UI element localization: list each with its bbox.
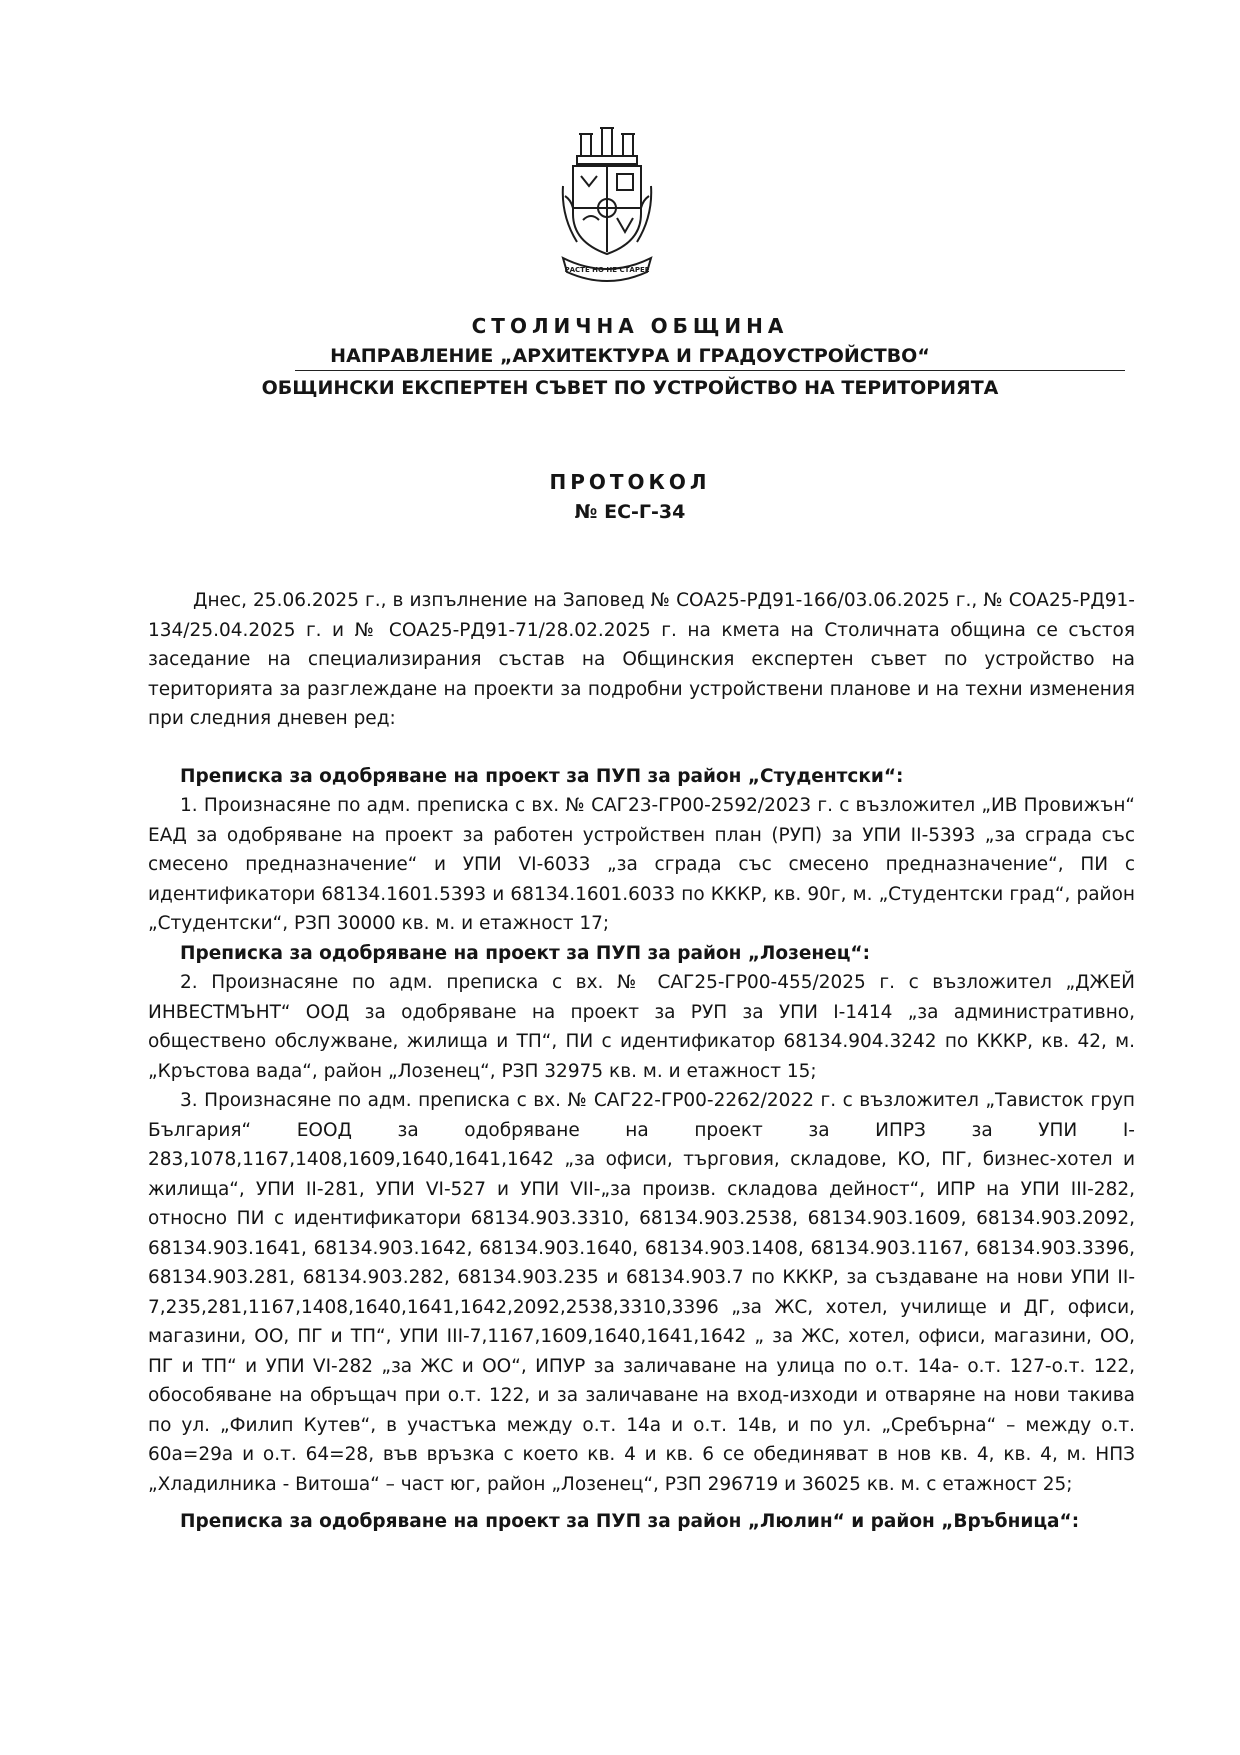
protocol-body: [148, 586, 1135, 1537]
municipality-name: СТОЛИЧНА ОБЩИНА: [471, 314, 789, 338]
protocol-number: № ЕС-Г-34: [574, 501, 686, 523]
agenda-item-3: 3. Произнасяне по адм. преписка с вх. № САГ22-ГР00-2262/2022 г. с възложител „Тависток груп България“ ЕООД за одобряване на проект за ИПРЗ за УПИ I-283,1078,1167,1408,1609,1640,1641,1642 „за офиси, търговия, складове, КО, ПГ, бизнес-хотел и жилища“, УПИ II-281, УПИ VI-527 и УПИ VII-„за произв. складова дейност“, ИПР на УПИ III-282, относно ПИ с идентификатори 68134.903.3310, 68134.903.2538, 68134.903.1609, 68134.903.2092, 68134.903.1641, 68134.903.1642, 68134.903.1640, 68134.903.1408, 68134.903.1167, 68134.903.3396, 68134.903.281, 68134.903.282, 68134.903.235 и 68134.903.7 по КККР, за създаване на нови УПИ II-7,235,281,1167,1408,1640,1641,1642,2092,2538,3310,3396 „за ЖС, хотел, училище и ДГ, офиси, магазини, ОО, ПГ и ТП“, УПИ III-7,1167,1609,1640,1641,1642 „ за ЖС, хотел, офиси, магазини, ОО, ПГ и ТП“ и УПИ VI-282 „за ЖС и ОО“, ИПУР за заличаване на улица по о.т. 14а- о.т. 127-о.т. 122, обособяване на обръщач при о.т. 122, и за заличаване на вход-изходи и отваряне на нови такива по ул. „Филип Кутев“, в участъка между о.т. 14а и о.т. 14в, и по ул. „Сребърна“ – между о.т. 60а=29а и о.т. 64=28, във връзка с което кв. 4 и кв. 6 се обединяват в нов кв. 4, кв. 4, м. НПЗ „Хладилника - Витоша“ – част юг, район „Лозенец“, РЗП 296719 и 36025 кв. м. с етажност 25;: [148, 1090, 1135, 1495]
header-divider: [295, 370, 1125, 371]
intro-paragraph: Днес, 25.06.2025 г., в изпълнение на Заповед № СОА25-РД91-166/03.06.2025 г., № СОА25-РД91-134/25.04.2025 г. и № СОА25-РД91-71/28.02.2025 г. на кмета на Столичната община се състоя заседание на специализирания състав на Общинския експертен съвет по устройство на територията за разглеждане на проекти за подробни устройствени планове и на техни изменения при следния дневен ред:: [148, 590, 1135, 729]
svg-text:РАСТЕ НО НЕ СТАРЕЕ: РАСТЕ НО НЕ СТАРЕЕ: [564, 266, 650, 274]
directorate-name: НАПРАВЛЕНИЕ „АРХИТЕКТУРА И ГРАДОУСТРОЙСТВО“: [330, 345, 930, 367]
section-heading-studentski: Преписка за одобряване на проект за ПУП за район „Студентски“:: [180, 765, 904, 787]
section-heading-lyulin-vrabnitsa: Преписка за одобряване на проект за ПУП за район „Люлин“ и район „Връбница“:: [180, 1511, 1080, 1532]
section-heading-lozenets: Преписка за одобряване на проект за ПУП за район „Лозенец“:: [180, 942, 870, 964]
coat-of-arms-icon: [559, 126, 655, 286]
agenda-item-2: 2. Произнасяне по адм. преписка с вх. № САГ25-ГР00-455/2025 г. с възложител „ДЖЕЙ ИНВЕСТМЪНТ“ ООД за одобряване на проект за РУП за УПИ I-1414 „за административно, обществено обслужване, жилища и ТП“, ПИ с идентификатор 68134.904.3242 по КККР, кв. 42, м. „Кръстова вада“, район „Лозенец“, РЗП 32975 кв. м. и етажност 15;: [148, 972, 1135, 1082]
protocol-title: ПРОТОКОЛ: [549, 470, 711, 494]
agenda-item-1: 1. Произнасяне по адм. преписка с вх. № САГ23-ГР00-2592/2023 г. с възложител „ИВ Провижън“ ЕАД за одобряване на проект за работен устройствен план (РУП) за УПИ II-5393 „за сграда със смесено предназначение“ и УПИ VI-6033 „за сграда със смесено предназначение“, ПИ с идентификатори 68134.1601.5393 и 68134.1601.6033 по КККР, кв. 90г, м. „Студентски град“, район „Студентски“, РЗП 30000 кв. м. и етажност 17;: [148, 795, 1135, 934]
council-name: ОБЩИНСКИ ЕКСПЕРТЕН СЪВЕТ ПО УСТРОЙСТВО НА ТЕРИТОРИЯТА: [261, 377, 999, 399]
